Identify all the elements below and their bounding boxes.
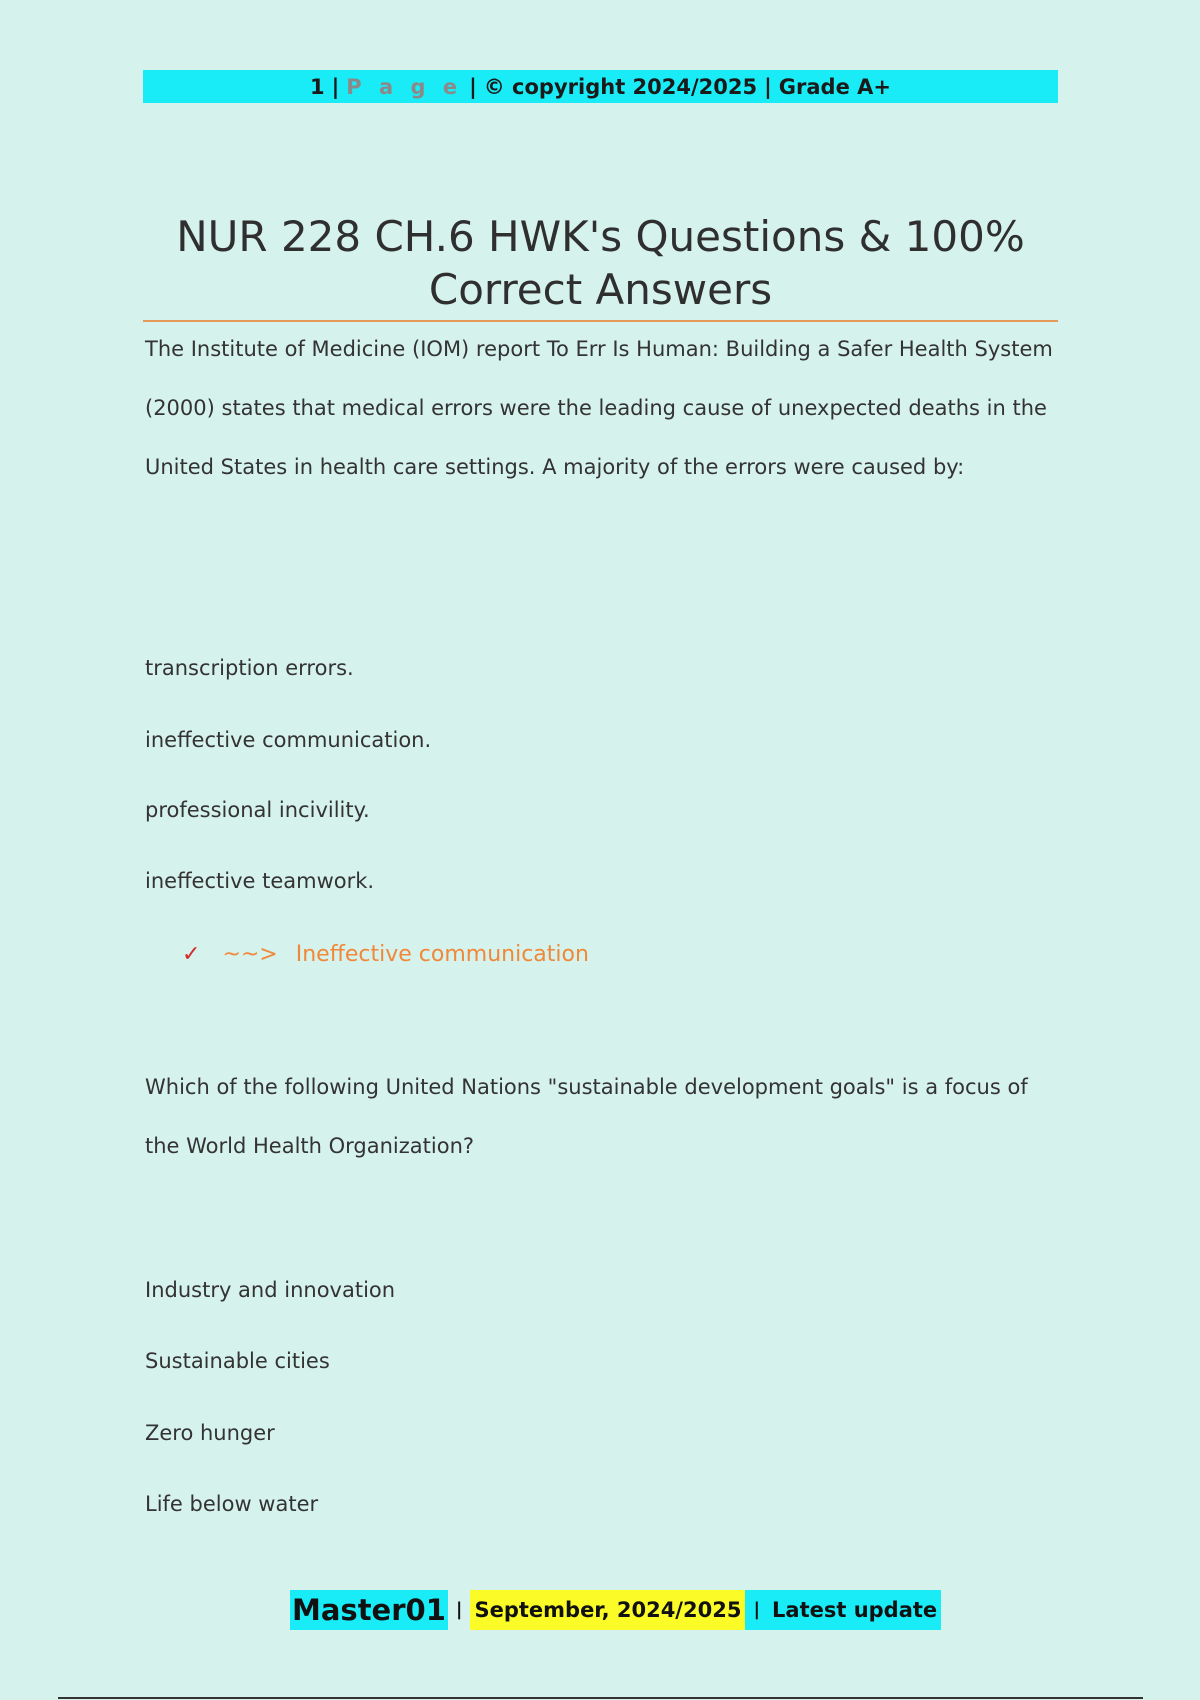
footer-update: Latest update (768, 1590, 941, 1630)
separator: | (764, 74, 772, 99)
answer-arrow: ~~> (222, 942, 278, 967)
footer-author: Master01 (290, 1590, 448, 1630)
separator: | (745, 1590, 768, 1630)
question-1-text: The Institute of Medicine (IOM) report To Err Is Human: Building a Safer Health System (2000) states that medical errors were the leading cause of unexpected deaths in the United States in health care settings. A majority of the errors were caused by: (145, 337, 1053, 479)
grade-text: Grade A+ (778, 74, 891, 99)
question-2-option: Sustainable cities (145, 1349, 330, 1373)
footer-date: September, 2024/2025 (470, 1590, 745, 1630)
question-2-text: Which of the following United Nations "sustainable development goals" is a focus of the World Health Organization? (145, 1075, 1028, 1158)
bottom-divider (58, 1697, 1143, 1699)
question-1-option: transcription errors. (145, 656, 354, 680)
copyright-text: © copyright 2024/2025 (483, 74, 758, 99)
separator: | (331, 74, 340, 99)
question-1-option: ineffective teamwork. (145, 869, 375, 893)
document-title (143, 210, 1058, 316)
checkmark-icon: ✓ (182, 942, 201, 967)
question-1-option: ineffective communication. (145, 728, 432, 752)
answer-text: Ineffective communication (295, 942, 589, 967)
page-number: 1 (310, 74, 325, 99)
separator: | (448, 1590, 471, 1630)
question-2-option: Life below water (145, 1492, 319, 1516)
question-1-answer (182, 942, 589, 967)
title-line-2: Correct Answers (428, 265, 773, 314)
question-2-option: Zero hunger (145, 1421, 275, 1445)
question-1-option: professional incivility. (145, 798, 370, 822)
page-word: P a g e (346, 74, 463, 99)
page-footer (290, 1590, 941, 1630)
separator: | (469, 74, 477, 99)
question-2-option: Industry and innovation (145, 1278, 396, 1302)
title-line-1: NUR 228 CH.6 HWK's Questions & 100% (176, 212, 1025, 261)
page-header (143, 70, 1058, 103)
